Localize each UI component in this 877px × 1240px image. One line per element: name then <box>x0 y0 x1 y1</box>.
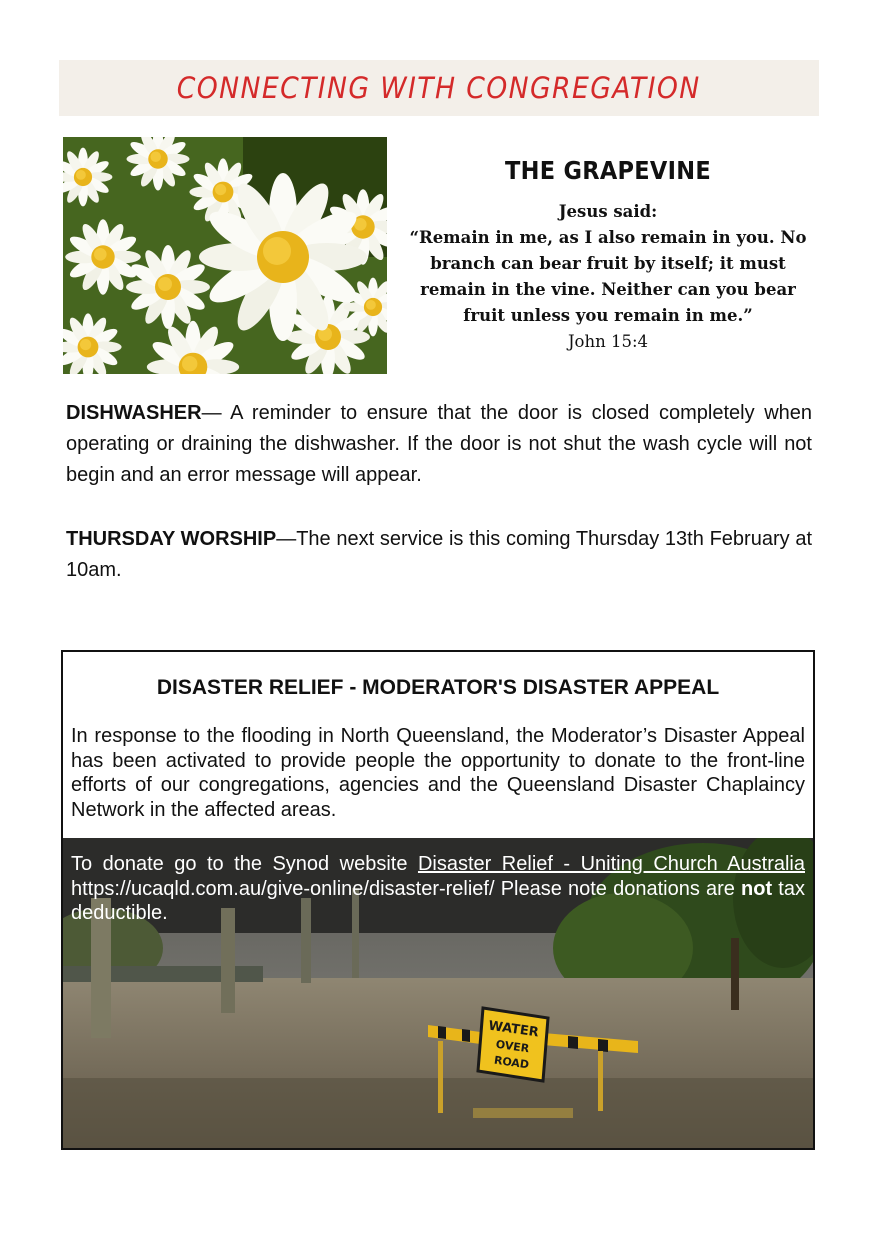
sign-line-2: OVER <box>494 1037 531 1056</box>
thursday-heading: THURSDAY WORSHIP <box>66 528 277 550</box>
appeal-title: DISASTER RELIEF - MODERATOR'S DISASTER APPEAL <box>156 676 720 699</box>
dishwasher-notice <box>66 398 812 491</box>
page-title: CONNECTING WITH CONGREGATION <box>177 71 701 105</box>
grapevine-title: THE GRAPEVINE <box>505 156 711 185</box>
donate-not: not <box>741 877 773 900</box>
sign-line-3: ROAD <box>493 1053 530 1072</box>
verse-intro: Jesus said: <box>558 202 658 221</box>
thursday-text: —The next service is this coming Thursday 13th February at 10am. <box>66 528 813 581</box>
header-banner <box>59 60 819 116</box>
thursday-notice <box>66 524 812 586</box>
daisy-flowers-photo <box>63 137 387 374</box>
appeal-body: In response to the flooding in North Queensland, the Moderator’s Disaster Appeal has been activated to provide people the opportunity to donate to the front-line efforts of our congregations, agencies and the Queensland Disaster Chaplaincy Network in the affected areas. <box>71 725 805 821</box>
disaster-appeal-box <box>61 650 815 1150</box>
grapevine-section <box>398 150 818 355</box>
donate-suffix: tax deductible. <box>71 877 805 924</box>
sign-line-1: WATER <box>487 1018 540 1041</box>
donate-url: https://ucaqld.com.au/give-online/disaster-relief/ Please note donations are <box>71 877 742 900</box>
donate-prefix: To donate go to the Synod website <box>71 853 418 875</box>
dishwasher-text: — A reminder to ensure that the door is closed completely when operating or draining the dishwasher. If the door is not shut the wash cycle will not begin and an error message will appear. <box>66 402 812 486</box>
verse-text: “Remain in me, as I also remain in you. No branch can bear fruit by itself; it must remain in the vine. Neither can you bear fruit unless you remain in me.” <box>409 228 807 325</box>
verse-reference: John 15:4 <box>567 332 649 351</box>
donate-link[interactable]: Disaster Relief - Uniting Church Australia <box>417 853 805 875</box>
dishwasher-heading: DISHWASHER <box>66 402 202 424</box>
donate-instructions <box>71 852 805 926</box>
